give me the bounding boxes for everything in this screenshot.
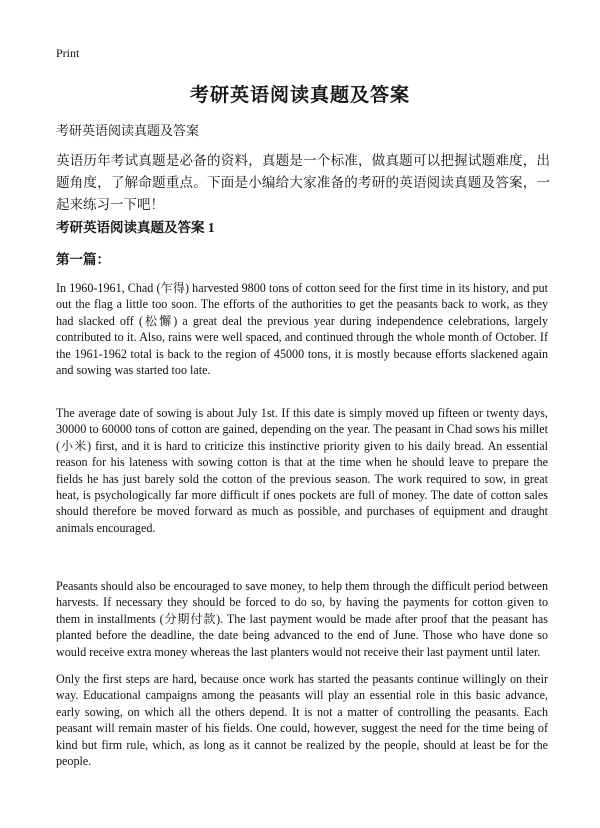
passage-paragraph-4: Only the first steps are hard, because once work has started the peasants continue willingly on their way. Educational campaigns among the peasants will play an essential role in this basic advance, early sowing, on which all the others depend. It is not a matter of controlling the peasants. Each peasant will remain master of his fields. One could, however, suggest the need for the time being of kind but firm rule, which, as long as it cannot be realized by the people, should at least be for the people. bbox=[56, 672, 548, 769]
print-label[interactable]: Print bbox=[56, 46, 80, 60]
passage-paragraph-2: The average date of sowing is about July 1st. If this date is simply moved up fifteen or twenty days, 30000 to 60000 tons of cotton are gained, depending on the year. The peasant in Chad sows his millet (小米) first, and it is hard to criticize this instinctive priority given to his daily bread. An essential reason for his lateness with sowing cotton is that at the time when he should leave to prepare the fields he has just barely sold the cotton of the previous season. The work required to sow, in great heat, is psychologically far more difficult if ones pockets are full of money. The date of cotton sales should therefore be moved forward as much as possible, and purchases of equipment and draught animals encouraged. bbox=[56, 406, 548, 535]
part-heading: 第一篇： bbox=[56, 252, 110, 267]
page-title: 考研英语阅读真题及答案 bbox=[189, 85, 410, 106]
section-heading: 考研英语阅读真题及答案 1 bbox=[56, 220, 215, 235]
passage-paragraph-3: Peasants should also be encouraged to save money, to help them through the difficult period between harvests. If necessary they should be forced to do so, by having the payments for cotton given to them in installments (分期付款). The last payment would be made after proof that the peasant has planted before the deadline, the date being advanced to the end of June. Those who have done so would receive extra money whereas the last planters would not receive their last payment until later. bbox=[56, 579, 548, 659]
intro-paragraph: 英语历年考试真题是必备的资料，真题是一个标准，做真题可以把握试题难度，出题角度，了解命题重点。下面是小编给大家准备的考研的英语阅读真题及答案，一起来练习一下吧！ bbox=[56, 153, 550, 212]
subtitle: 考研英语阅读真题及答案 bbox=[56, 123, 200, 138]
passage-paragraph-1: In 1960-1961, Chad (乍得) harvested 9800 tons of cotton seed for the first time in its history, and put out the flag a little too soon. The efforts of the authorities to get the peasants back to work, as they had slacked off (松懈) a great deal the previous year during independence celebrations, largely contributed to it. Also, rains were well spaced, and continued through the whole month of October. If the 1961-1962 total is back to the region of 45000 tons, it is mostly because efforts slackened again and sowing was started too late. bbox=[56, 281, 548, 378]
